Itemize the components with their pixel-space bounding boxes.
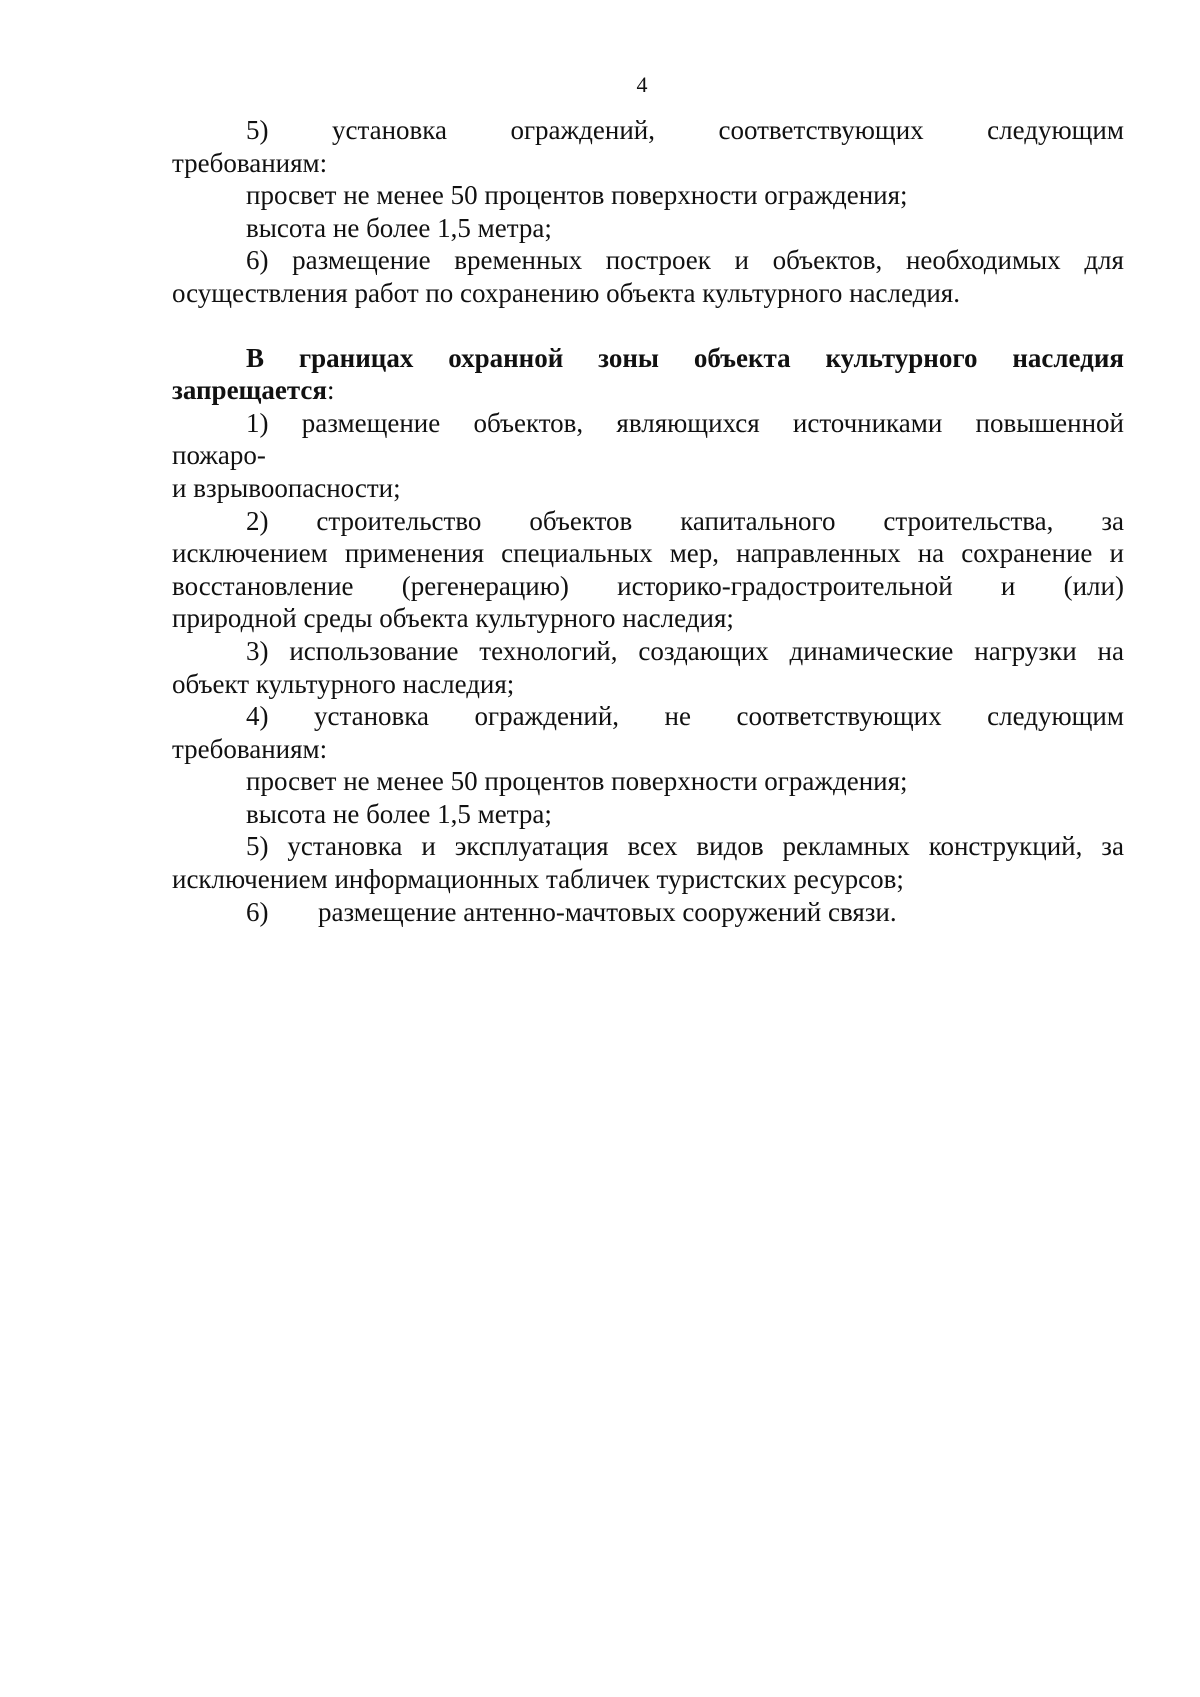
s1-item5-line2: требованиям: — [172, 147, 328, 178]
s1-requirement-2: высота не более 1,5 метра; — [246, 212, 552, 243]
s2-item1-line3: и взрывоопасности; — [172, 472, 401, 503]
item-number: 4) — [246, 701, 269, 732]
item-number: 6) — [246, 896, 269, 927]
s2-item5-line1: 5) установка и эксплуатация всех видов рекламных конструкций, за — [246, 831, 1124, 862]
s2-heading-line2: запрещается : — [172, 375, 335, 406]
item-number: 5) — [246, 115, 269, 145]
s2-heading-line1: В границах охранной зоны объекта культурного наследия — [246, 342, 1124, 373]
s2-item2-line2: исключением применения специальных мер, направленных на сохранение и — [172, 538, 1124, 569]
s1-item6-line1: 6) размещение временных построек и объектов, необходимых для — [246, 245, 1124, 276]
s2-requirement-1: просвет не менее 50 процентов поверхности ограждения; — [246, 766, 908, 797]
document-body — [172, 114, 1124, 928]
item-number: 3) — [246, 635, 269, 666]
s2-item2-line4: природной среды объекта культурного наследия; — [172, 603, 734, 634]
s2-item1-line2: пожаро- — [172, 440, 266, 471]
s2-item3-line2: объект культурного наследия; — [172, 668, 515, 699]
s2-item5-line2: исключением информационных табличек туристских ресурсов; — [172, 864, 904, 895]
s1-item5-line1: 5) установка ограждений, соответствующих следующим — [246, 115, 1124, 145]
item-number: 6) — [246, 245, 269, 276]
s2-item4-line1: 4) установка ограждений, не соответствующих следующим — [246, 701, 1124, 732]
s2-item2-line3: восстановление (регенерацию) историко-градостроительной и (или) — [172, 570, 1124, 601]
s2-item1-line1: 1) размещение объектов, являющихся источниками повышенной — [246, 407, 1124, 438]
s2-requirement-2: высота не более 1,5 метра; — [246, 798, 552, 829]
s2-item6-line1: 6) размещение антенно-мачтовых сооружений связи. — [246, 896, 897, 927]
page-number: 4 — [636, 72, 648, 97]
item-number: 2) — [246, 505, 269, 536]
item-number: 1) — [246, 407, 269, 438]
s1-requirement-1: просвет не менее 50 процентов поверхности ограждения; — [246, 180, 908, 211]
s2-item4-line2: требованиям: — [172, 733, 328, 764]
s2-item2-line1: 2) строительство объектов капитального строительства, за — [246, 505, 1124, 536]
s1-item6-line2: осуществления работ по сохранению объекта культурного наследия. — [172, 277, 960, 308]
item-number: 5) — [246, 831, 269, 862]
s2-item3-line1: 3) использование технологий, создающих динамические нагрузки на — [246, 635, 1124, 666]
paragraph-gap — [172, 310, 1124, 342]
